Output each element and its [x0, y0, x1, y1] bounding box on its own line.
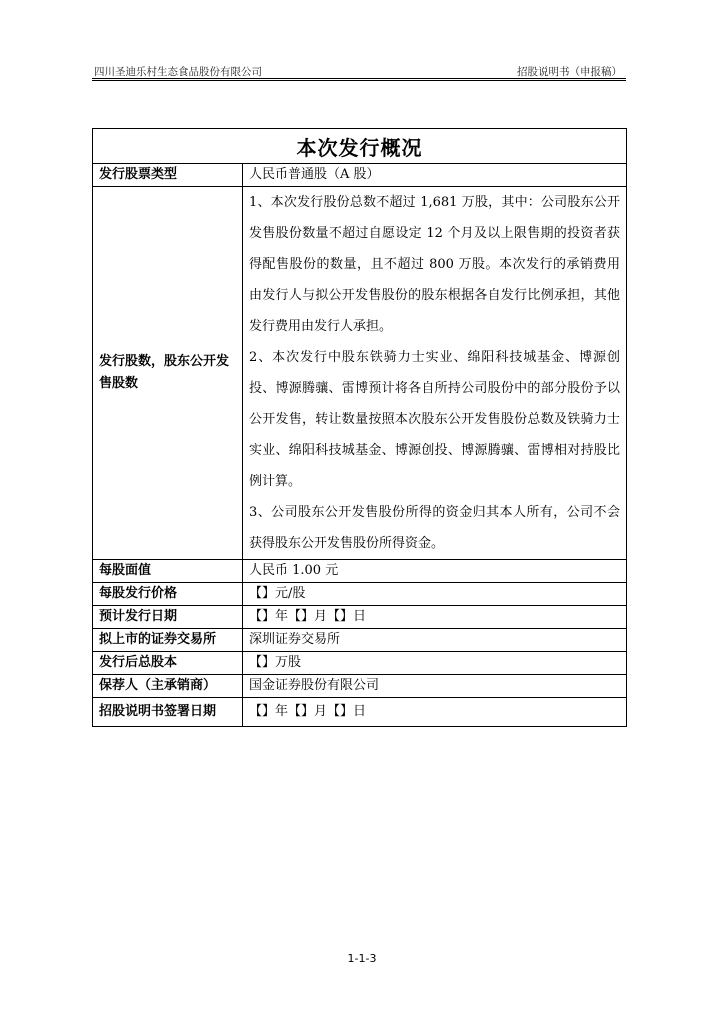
shares-paragraph-3: 3、公司股东公开发售股份所得的资金归其本人所有，公司不会获得股东公开发售股份所得资金。	[249, 505, 620, 551]
shares-paragraph-2: 2、本次发行中股东铁骑力士实业、绵阳科技城基金、博源创投、博源腾骧、雷博预计将各自所持公司股份中的部分股份予以公开发售，转让数量按照本次股东公开发售股份总数及铁骑力士实业、绵阳科技城基金、博源创投、博源腾骧、雷博相对持股比例计算。	[249, 350, 620, 489]
page-header	[92, 64, 626, 79]
header-company: 四川圣迪乐村生态食品股份有限公司	[94, 66, 262, 78]
exchange-label: 拟上市的证券交易所	[93, 629, 243, 652]
stock-type-value: 人民币普通股（A 股）	[243, 164, 627, 187]
table-row	[93, 583, 627, 606]
shares-description	[243, 187, 627, 560]
sign-date-label: 招股说明书签署日期	[93, 698, 243, 727]
par-value-label: 每股面值	[93, 560, 243, 583]
header-doc-type: 招股说明书（申报稿）	[517, 66, 622, 78]
issue-date-value: 【】年【】月【】日	[243, 606, 627, 629]
total-shares-value: 【】万股	[243, 652, 627, 675]
shares-label: 发行股数，股东公开发售股数	[93, 187, 243, 560]
table-row	[93, 698, 627, 727]
issue-price-label: 每股发行价格	[93, 583, 243, 606]
header-rule	[92, 80, 626, 81]
shares-paragraph-1: 1、本次发行股份总数不超过 1,681 万股，其中：公司股东公开发售股份数量不超过自愿设定 12 个月及以上限售期的投资者获得配售股份的数量，且不超过 800 万股。本次发行的承销费用由发行人与拟公开发售股份的股东根据各自发行比例承担，其他发行费用由发行人承担。	[249, 195, 620, 334]
table-row	[93, 675, 627, 698]
table-row	[93, 187, 627, 560]
exchange-value: 深圳证券交易所	[243, 629, 627, 652]
table-title-row	[93, 129, 627, 164]
total-shares-label: 发行后总股本	[93, 652, 243, 675]
issuance-overview-table	[92, 128, 627, 727]
sponsor-value: 国金证券股份有限公司	[243, 675, 627, 698]
table-row	[93, 560, 627, 583]
stock-type-label: 发行股票类型	[93, 164, 243, 187]
sponsor-label: 保荐人（主承销商）	[93, 675, 243, 698]
table-row	[93, 164, 627, 187]
par-value-value: 人民币 1.00 元	[243, 560, 627, 583]
table-row	[93, 629, 627, 652]
table-row	[93, 606, 627, 629]
table-row	[93, 652, 627, 675]
page-number: 1-1-3	[347, 952, 377, 965]
sign-date-value: 【】年【】月【】日	[243, 698, 627, 727]
issue-date-label: 预计发行日期	[93, 606, 243, 629]
table-title: 本次发行概况	[93, 129, 627, 164]
issue-price-value: 【】元/股	[243, 583, 627, 606]
